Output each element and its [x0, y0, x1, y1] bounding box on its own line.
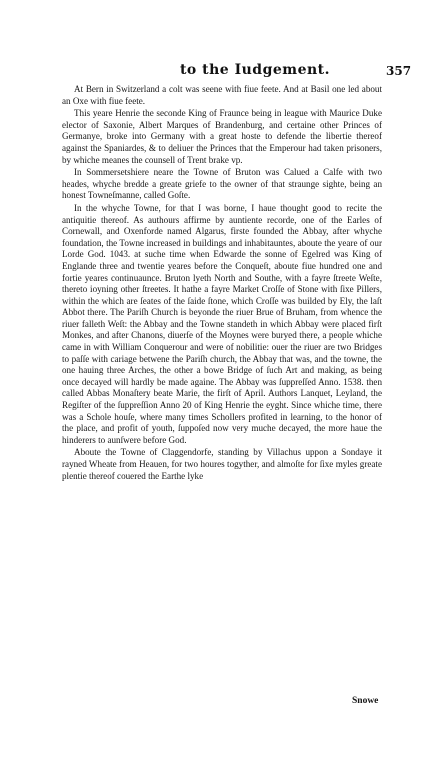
body-text — [62, 84, 382, 483]
paragraph-bruton-calf: In Sommersetshiere neare the Towne of Bruton was Calued a Calfe with two heades, whyche bredde a greate griefe to the owner of that straunge sighte, being an honest Towneſmanne, called Goſte. — [62, 167, 382, 201]
paragraph-henrie-france: This yeare Henrie the seconde King of Fraunce being in league with Maurice Duke elector of Saxonie, Albert Marques of Brandenburg, and certaine other Princes of Germanye, broke into Germany with a great hoste to defende the libertie thereof against the Spaniardes, & to deliuer the Princes that the Emperour had taken prisoners, by whiche meanes the counsell of Trent brake vp. — [62, 108, 382, 165]
paragraph-bern-colt: At Bern in Switzerland a colt was seene with fiue feete. And at Basil one led about an Oxe with fiue feete. — [62, 84, 382, 106]
catchword: Snowe — [352, 696, 379, 706]
paragraph-bruton-antiquitie: In the whyche Towne, for that I was borne, I haue thought good to recite the antiquitie thereof. As authours affirme by auntiente recorde, one of the Earles of Cornewall, and Oxenforde named Algarus, firste founded the Abbay, after whyche foundation, the Towne increased in buildings and inhabitauntes, aboute the yeare of our Lorde God. 1043. at suche time when Edwarde the sonne of Egelred was King of Englande three and twentie yeares before the Conqueſt, aboute fiue hundred one and fortie yeares continuaunce. Bruton lyeth North and Southe, with a fayre ſtreete Weſte, thereto ioyning other ſtreetes. It hathe a fayre Market Croſſe of Stone with ſixe Pillers, within the which are ſeates of the ſaide ſtone, which Croſſe was builded by Ely, the laſt Abbot there. The Pariſh Church is beyonde the riuer Brue of Bruham, from whence the riuer falleth Weſt: the Abbay and the Towne standeth in which Abbay were placed firſt Monkes, and after Chanons, diuerſe of the Moynes were buryed there, a people whiche came in with William Conquerour and were of nobilitie: ouer the riuer are two Bridges to paſſe with cariage betwene the Pariſh church, the Abbay that was, and the towne, the one hauing three Arches, the other a bowe Bridge of ſuch Art and making, as being once decayed will hardly be made againe. The Abbay was ſuppreſſed Anno. 1538. then called Abbas Monaſtery beate Marie, the firſt of April. Authors Lanquet, Leyland, the Regiſter of the ſuppreſſion Anno 20 of King Henrie the eyght. Since whiche time, there was a Schole houſe, where many times Schollers profited in learning, to the honor of the place, and profit of youth, ſuppoſed now very muche decayed, the more haue the hinderers to aunſwere before God. — [62, 202, 382, 445]
running-head: to the Iudgement. — [179, 62, 331, 78]
paragraph-claggendorfe-wheat: Aboute the Towne of Claggendorfe, standing by Villachus uppon a Sondaye it rayned Wheate from Heauen, for two houres togyther, and almoſte for ſixe myles greate plentie thereof couered the Earthe lyke — [62, 447, 382, 481]
page-number: 357 — [386, 64, 412, 78]
